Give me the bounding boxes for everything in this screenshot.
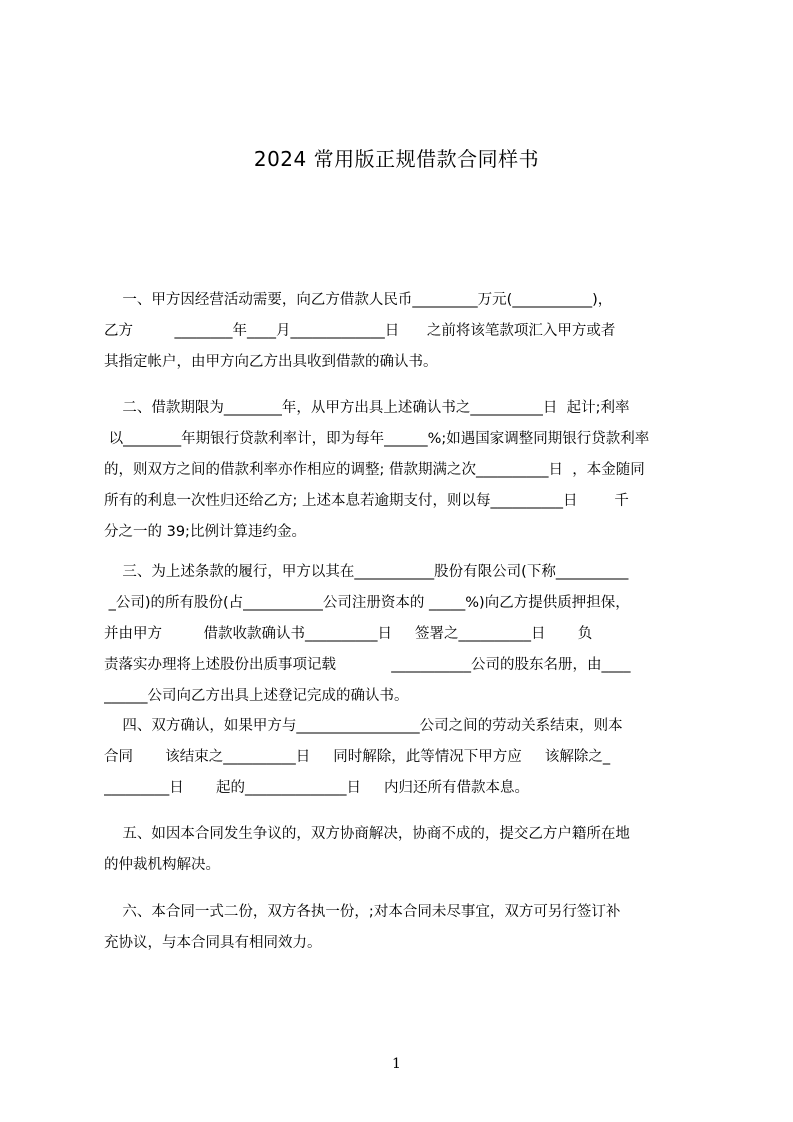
clause-line: _公司)的所有股份(占___________公司注册资本的 _____%)向乙方提供质押担保， — [104, 595, 630, 611]
clause-line: 其指定帐户，由甲方向乙方出具收到借款的确认书。 — [104, 354, 438, 370]
clause-line: 三、为上述条款的履行，甲方以其在___________股份有限公司(下称__________ — [104, 564, 629, 580]
clause-line: ______公司向乙方出具上述登记完成的确认书。 — [104, 688, 409, 704]
clause-line: 责落实办理将上述股份出质事项记载 ___________公司的股东名册，由____ — [104, 657, 631, 673]
clause-5 — [104, 819, 700, 881]
clause-line: 五、如因本合同发生争议的，双方协商解决，协商不成的，提交乙方户籍所在地 — [104, 826, 630, 842]
clause-line: 以________年期银行贷款利率计，即为每年______%;如遇国家调整同期银行贷款利率 — [104, 431, 650, 447]
clause-3 — [104, 557, 700, 712]
clause-line: 的，则双方之间的借款利率亦作相应的调整; 借款期满之次__________日 ，本金随同 — [104, 462, 645, 478]
clause-line: 四、双方确认，如果甲方与_________________公司之间的劳动关系结束，则本 — [104, 718, 623, 734]
clause-line: 六、本合同一式二份，双方各执一份，;对本合同未尽事宜，双方可另行签订补 — [104, 904, 621, 920]
clause-6 — [104, 897, 700, 959]
clause-line: 分之一的 39;比例计算违约金。 — [104, 524, 306, 540]
clause-line: 充协议，与本合同具有相同效力。 — [104, 935, 322, 951]
clause-line: 乙方 ________年____月_____________日 之前将该笔款项汇入甲方或者 — [104, 323, 616, 339]
clause-4 — [104, 711, 700, 804]
clause-2 — [104, 393, 700, 548]
page-number: 1 — [392, 1056, 401, 1072]
clause-line: _________日 起的______________日 内归还所有借款本息。 — [104, 780, 530, 796]
clause-line: 一、甲方因经营活动需要，向乙方借款人民币_________万元(___________)， — [104, 292, 613, 308]
clause-line: 合同 该结束之__________日 同时解除，此等情况下甲方应 该解除之_ — [104, 749, 611, 765]
clause-line: 并由甲方 借款收款确认书__________日 签署之__________日 负 — [104, 626, 593, 642]
clause-line: 所有的利息一次性归还给乙方; 上述本息若逾期支付，则以每__________日 千 — [104, 493, 629, 509]
clause-1 — [104, 285, 700, 378]
clause-line: 二、借款期限为________年，从甲方出具上述确认书之__________日 起计;利率 — [104, 400, 630, 416]
document-title: 2024 常用版正规借款合同样书 — [253, 147, 540, 171]
clause-line: 的仲裁机构解决。 — [104, 857, 220, 873]
